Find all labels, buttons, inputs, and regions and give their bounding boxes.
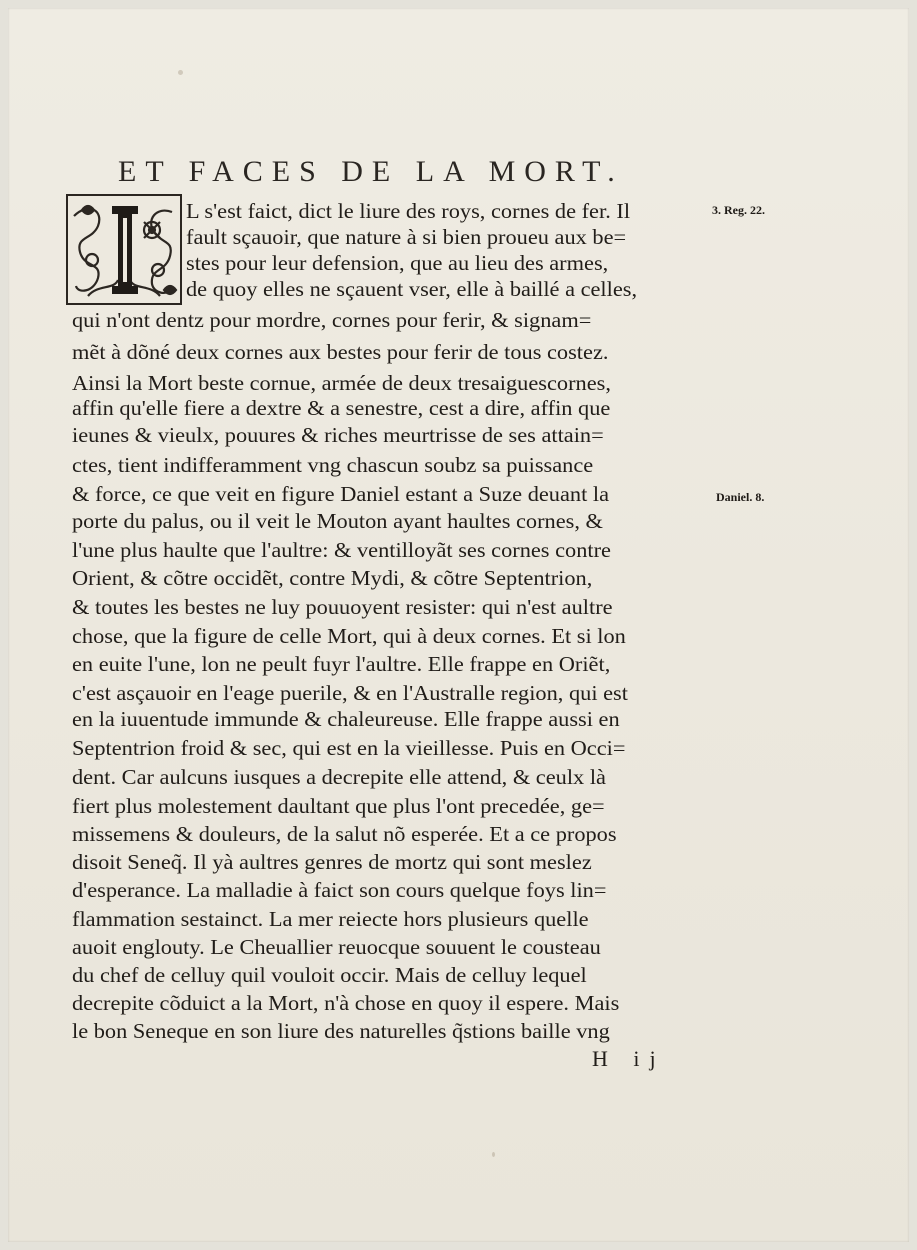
text-line: c'est asçauoir en l'eage puerile, & en l'Australle region, qui est [72,681,628,705]
text-line: en euite l'une, lon ne peult fuyr l'aultre. Elle frappe en Oriẽt, [72,652,611,676]
margin-note-reg: 3. Reg. 22. [712,203,765,217]
signature-mark: H ij [592,1046,666,1071]
text-line: fiert plus molestement daultant que plus l'ont precedée, ge= [72,794,605,818]
text-line: ctes, tient indifferamment vng chascun soubz sa puissance [72,453,594,477]
text-line: dent. Car aulcuns iusques a decrepite elle attend, & ceulx là [72,765,606,789]
text-line: qui n'ont dentz pour mordre, cornes pour ferir, & signam= [72,308,592,332]
text-line: & toutes les bestes ne luy pouuoyent resister: qui n'est aultre [72,595,613,619]
paper-spot [492,1152,495,1157]
paper-spot [178,70,183,75]
text-line: d'esperance. La malladie à faict son cours quelque foys lin= [72,878,607,902]
text-line: auoit englouty. Le Cheuallier reuocque souuent le cousteau [72,935,601,959]
text-line: disoit Seneq̃. Il yà aultres genres de mortz qui sont meslez [72,850,592,874]
text-line: ieunes & vieulx, pouures & riches meurtrisse de ses attain= [72,423,604,447]
text-line: missemens & douleurs, de la salut nõ esperée. Et a ce propos [72,822,617,846]
text-line: fault sçauoir, que nature à si bien proueu aux be= [186,225,627,249]
text-line: mẽt à dõné deux cornes aux bestes pour ferir de tous costez. [72,340,609,364]
decorated-initial-i-icon [66,194,182,305]
text-line: Ainsi la Mort beste cornue, armée de deux tresaiguescornes, [72,371,611,395]
text-line: Orient, & cõtre occidẽt, contre Mydi, & cõtre Septentrion, [72,566,593,590]
text-line: stes pour leur defension, que au lieu des armes, [186,251,609,275]
text-line: le bon Seneque en son liure des naturelles q̃stions baille vng [72,1019,610,1043]
text-line: chose, que la figure de celle Mort, qui à deux cornes. Et si lon [72,624,626,648]
running-head: ET FACES DE LA MORT. [118,155,624,188]
text-line: affin qu'elle fiere a dextre & a senestre, cest a dire, affin que [72,396,611,420]
text-line: porte du palus, ou il veit le Mouton ayant haultes cornes, & [72,509,603,533]
text-line: du chef de celluy quil vouloit occir. Mais de celluy lequel [72,963,587,987]
text-line: L s'est faict, dict le liure des roys, cornes de fer. Il [186,199,631,223]
text-line: decrepite cõduict a la Mort, n'à chose en quoy il espere. Mais [72,991,620,1015]
text-line: flammation sestainct. La mer reiecte hors plusieurs quelle [72,907,589,931]
text-line: Septentrion froid & sec, qui est en la vieillesse. Puis en Occi= [72,736,626,760]
text-line: de quoy elles ne sçauent vser, elle à baillé a celles, [186,277,638,301]
text-line: l'une plus haulte que l'aultre: & ventilloyãt ses cornes contre [72,538,611,562]
text-line: en la iuuentude immunde & chaleureuse. Elle frappe aussi en [72,707,620,731]
text-line: & force, ce que veit en figure Daniel estant a Suze deuant la [72,482,610,506]
margin-note-daniel: Daniel. 8. [716,490,765,504]
